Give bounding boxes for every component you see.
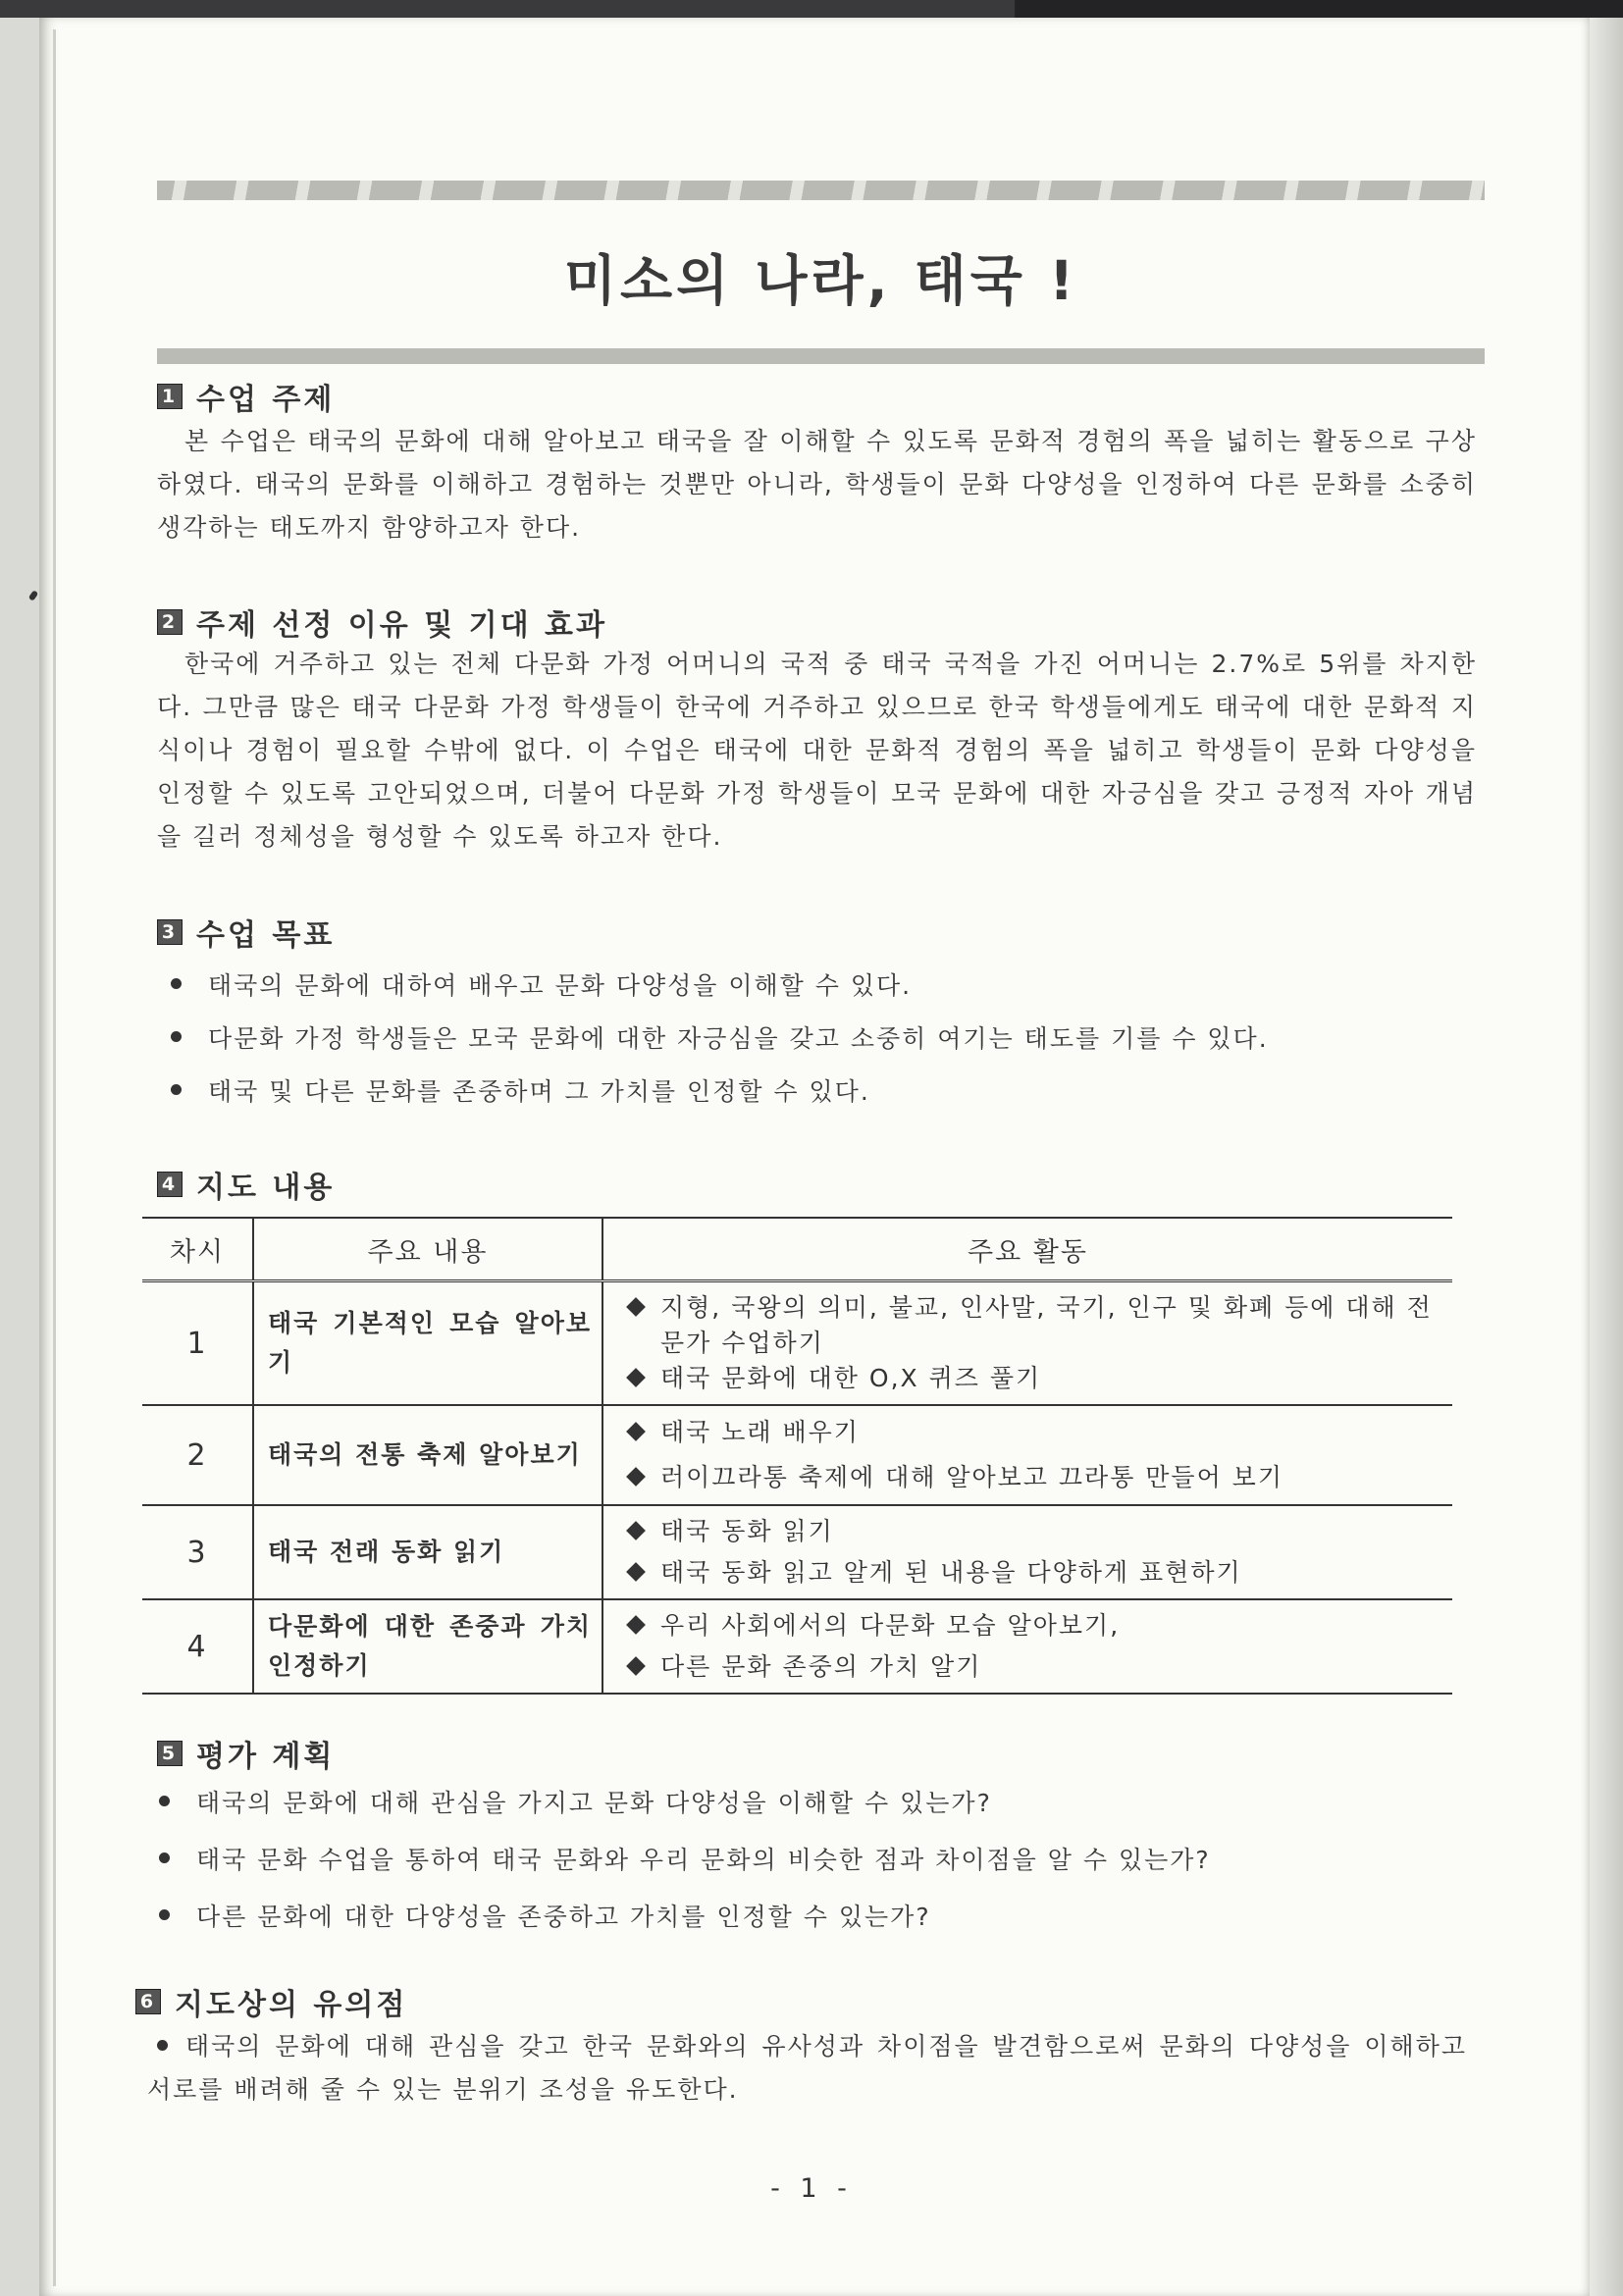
session-number: 4 (142, 1599, 253, 1694)
lesson-plan-table (142, 1217, 1452, 1695)
diamond-bullet-icon (626, 1297, 646, 1317)
section-title: 지도 내용 (196, 1171, 336, 1205)
binding-fold (53, 29, 56, 2286)
activity-item (623, 1649, 1442, 1685)
section-title: 지도상의 유의점 (175, 1988, 408, 2022)
page-number: - 1 - (770, 2173, 853, 2204)
session-number: 3 (142, 1505, 253, 1599)
section-4-heading (157, 1163, 335, 1206)
activity-item (623, 1608, 1442, 1644)
list-item: 태국 문화 수업을 통하여 태국 문화와 우리 문화의 비슷한 점과 차이점을 알 수 있는가? (155, 1841, 1460, 1876)
list-item: 다문화 가정 학생들은 모국 문화에 대한 자긍심을 갖고 소중히 여기는 태도를 기를 수 있다. (167, 1019, 1472, 1055)
table-row (142, 1599, 1452, 1694)
activities-cell (602, 1505, 1452, 1599)
document-title: 미소의 나라, 태국 ! (563, 249, 1078, 312)
activity-item (623, 1361, 1442, 1396)
section-6-heading (135, 1980, 407, 2023)
diamond-bullet-icon (626, 1521, 646, 1540)
list-item: 태국의 문화에 대해 관심을 가지고 문화 다양성을 이해할 수 있는가? (155, 1784, 1460, 1819)
diamond-bullet-icon (626, 1615, 646, 1635)
main-content-cell: 다문화에 대한 존중과 가치 인정하기 (253, 1599, 602, 1694)
section-number-badge: 3 (157, 919, 183, 945)
main-content-cell: 태국 기본적인 모습 알아보기 (253, 1281, 602, 1406)
activity-item (623, 1290, 1442, 1361)
activities-cell (602, 1281, 1452, 1406)
main-content-cell: 태국의 전통 축제 알아보기 (253, 1405, 602, 1505)
page-right-edge (1590, 18, 1623, 2296)
section-6-body (147, 2025, 1467, 2112)
activity-item (623, 1460, 1442, 1495)
activity-item (623, 1415, 1442, 1450)
header-session: 차시 (142, 1218, 253, 1281)
title-decor-band-top (157, 181, 1485, 200)
lesson-goals-list (167, 966, 1472, 1108)
header-main-content: 주요 내용 (253, 1218, 602, 1281)
section-1-body: 본 수업은 태국의 문화에 대해 알아보고 태국을 잘 이해할 수 있도록 문화적 경험의 폭을 넓히는 활동으로 구상하였다. 태국의 문화를 이해하고 경험하는 것뿐만 아니라, 학생들이 문화 다양성을 인정하여 다른 문화를 소중히 생각하는 태도까지 함양하고자 한다. (157, 427, 1477, 542)
activities-cell (602, 1405, 1452, 1505)
session-number: 2 (142, 1405, 253, 1505)
table-header-row (142, 1218, 1452, 1281)
section-number-badge: 6 (135, 1989, 161, 2014)
evaluation-plan-list (155, 1784, 1460, 1933)
diamond-bullet-icon (626, 1562, 646, 1582)
activities-cell (602, 1599, 1452, 1694)
activity-text: 지형, 국왕의 의미, 불교, 인사말, 국기, 인구 및 화폐 등에 대해 전문가 수업하기 (660, 1293, 1433, 1357)
activity-text: 러이끄라통 축제에 대해 알아보고 끄라통 만들어 보기 (660, 1463, 1283, 1491)
scan-smudge (28, 590, 39, 601)
list-item: 태국의 문화에 대하여 배우고 문화 다양성을 이해할 수 있다. (167, 966, 1472, 1002)
table-row (142, 1405, 1452, 1505)
diamond-bullet-icon (626, 1368, 646, 1387)
bullet-dot-icon (157, 2040, 168, 2051)
list-item: 다른 문화에 대한 다양성을 존중하고 가치를 인정할 수 있는가? (155, 1898, 1460, 1933)
activity-text: 다른 문화 존중의 가치 알기 (660, 1652, 982, 1681)
list-item: 태국 및 다른 문화를 존중하며 그 가치를 인정할 수 있다. (167, 1072, 1472, 1108)
section-2-body: 한국에 거주하고 있는 전체 다문화 가정 어머니의 국적 중 태국 국적을 가진 어머니는 2.7%로 5위를 차지한다. 그만큼 많은 태국 다문화 가정 학생들이 한국에 거주하고 있으므로 한국 학생들에게도 태국에 대한 문화적 지식이나 경험이 필요할 수밖에 없다. 이 수업은 태국에 대한 문화적 경험의 폭을 넓히고 학생들이 문화 다양성을 인정할 수 있도록 고안되었으며, 더불어 다문화 가정 학생들이 모국 문화에 대한 자긍심을 갖고 긍정적 자아 개념을 길러 정체성을 형성할 수 있도록 하고자 한다. (157, 650, 1477, 851)
table-row (142, 1281, 1452, 1406)
header-main-activities: 주요 활동 (602, 1218, 1452, 1281)
main-content-cell: 태국 전래 동화 읽기 (253, 1505, 602, 1599)
diamond-bullet-icon (626, 1656, 646, 1676)
section-number-badge: 5 (157, 1741, 183, 1766)
section-number-badge: 1 (157, 384, 183, 409)
section-1-heading (157, 375, 335, 418)
section-title: 주제 선정 이유 및 기대 효과 (196, 608, 608, 643)
title-decor-band-bottom (157, 348, 1485, 364)
activity-text: 우리 사회에서의 다문화 모습 알아보기, (660, 1611, 1121, 1640)
section-number-badge: 2 (157, 609, 183, 635)
activity-text: 태국 노래 배우기 (660, 1418, 860, 1446)
activity-item (623, 1514, 1442, 1549)
activity-item (623, 1555, 1442, 1591)
diamond-bullet-icon (626, 1467, 646, 1487)
activity-text: 태국 동화 읽기 (660, 1517, 834, 1545)
section-6-text: 태국의 문화에 대해 관심을 갖고 한국 문화와의 유사성과 차이점을 발견함으로써 문화의 다양성을 이해하고 서로를 배려해 줄 수 있는 분위기 조성을 유도한다. (147, 2032, 1467, 2104)
table-row (142, 1505, 1452, 1599)
section-5-heading (157, 1732, 335, 1775)
section-title: 수업 주제 (196, 383, 336, 417)
activity-text: 태국 문화에 대한 O,X 퀴즈 풀기 (660, 1364, 1042, 1392)
section-title: 평가 계획 (196, 1740, 336, 1774)
session-number: 1 (142, 1281, 253, 1406)
section-2-heading (157, 600, 607, 644)
section-title: 수업 목표 (196, 918, 336, 953)
activity-text: 태국 동화 읽고 알게 된 내용을 다양하게 표현하기 (660, 1558, 1242, 1587)
diamond-bullet-icon (626, 1422, 646, 1441)
section-3-heading (157, 911, 335, 954)
section-number-badge: 4 (157, 1172, 183, 1197)
